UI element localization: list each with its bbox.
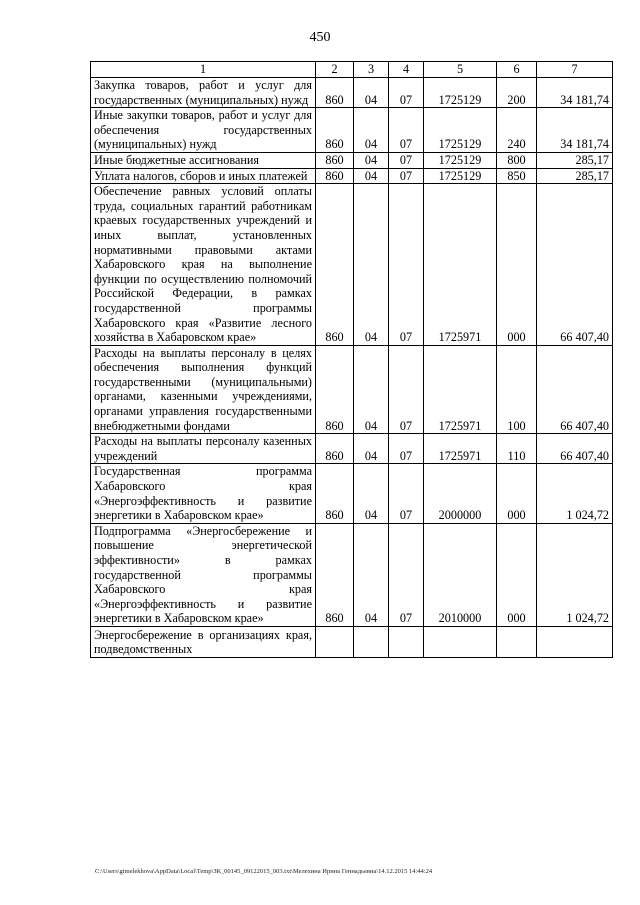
- row-value-cell: 1725129: [424, 108, 497, 153]
- row-name-cell: Обеспечение равных условий оплаты труда, социальных гарантий работникам краевых государственных учреждений и иных выплат, установленных нормативными правовыми актами Хабаровского края на выполнение функции по осуществлению полномочий Российской Федерации, в рамках государственной программы Хабаровского края «Развитие лесного хозяйства в Хабаровском крае»: [91, 184, 316, 346]
- row-value-cell: 07: [389, 78, 424, 108]
- row-value-cell: 860: [316, 168, 354, 184]
- row-value-cell: 1725129: [424, 168, 497, 184]
- row-value-cell: 07: [389, 434, 424, 464]
- table-row: [91, 626, 613, 657]
- row-value-cell: 66 407,40: [537, 184, 613, 346]
- row-name-cell: Иные бюджетные ассигнования: [91, 152, 316, 168]
- row-value-cell: 07: [389, 168, 424, 184]
- row-value-cell: 860: [316, 184, 354, 346]
- row-value-cell: 860: [316, 523, 354, 626]
- file-path-footer: C:\Users\gimelekhova\AppData\Local\Temp\ЗК_00145_09122015_003.txt\Мелехина Ирина Геннадьевна\14.12.2015 14:44:24: [95, 868, 433, 875]
- row-value-cell: 860: [316, 345, 354, 434]
- table-row: [91, 434, 613, 464]
- table-row: [91, 168, 613, 184]
- row-name-cell: Расходы на выплаты персоналу казенных учреждений: [91, 434, 316, 464]
- row-value-cell: [389, 626, 424, 657]
- row-value-cell: 860: [316, 108, 354, 153]
- row-value-cell: 04: [354, 168, 389, 184]
- row-value-cell: 000: [497, 523, 537, 626]
- row-name-cell: Расходы на выплаты персоналу в целях обеспечения выполнения функций государственными (муниципальными) органами, казенными учреждениями, органами управления государственными внебюджетными фондами: [91, 345, 316, 434]
- header-cell: 3: [354, 62, 389, 78]
- row-value-cell: 860: [316, 78, 354, 108]
- row-value-cell: 000: [497, 184, 537, 346]
- row-value-cell: 860: [316, 152, 354, 168]
- header-cell: 1: [91, 62, 316, 78]
- row-value-cell: 1725129: [424, 78, 497, 108]
- row-value-cell: 200: [497, 78, 537, 108]
- row-value-cell: 04: [354, 152, 389, 168]
- row-value-cell: 1725129: [424, 152, 497, 168]
- row-value-cell: 04: [354, 78, 389, 108]
- row-name-cell: Уплата налогов, сборов и иных платежей: [91, 168, 316, 184]
- header-cell: 6: [497, 62, 537, 78]
- row-value-cell: [316, 626, 354, 657]
- row-value-cell: 110: [497, 434, 537, 464]
- row-value-cell: 34 181,74: [537, 78, 613, 108]
- row-value-cell: 285,17: [537, 168, 613, 184]
- row-value-cell: 04: [354, 523, 389, 626]
- row-name-cell: Закупка товаров, работ и услуг для государственных (муниципальных) нужд: [91, 78, 316, 108]
- table-row: [91, 184, 613, 346]
- table-row: [91, 152, 613, 168]
- row-value-cell: 04: [354, 434, 389, 464]
- row-value-cell: [537, 626, 613, 657]
- row-value-cell: 07: [389, 345, 424, 434]
- row-value-cell: 34 181,74: [537, 108, 613, 153]
- row-value-cell: [497, 626, 537, 657]
- row-value-cell: 1 024,72: [537, 523, 613, 626]
- table-row: [91, 78, 613, 108]
- row-value-cell: 860: [316, 464, 354, 523]
- row-value-cell: 850: [497, 168, 537, 184]
- page-number: 450: [309, 30, 331, 45]
- row-name-cell: Подпрограмма «Энергосбережение и повышение энергетической эффективности» в рамках государственной программы Хабаровского края «Энергоэффективность и развитие энергетики в Хабаровском крае»: [91, 523, 316, 626]
- header-cell: 5: [424, 62, 497, 78]
- row-value-cell: 07: [389, 108, 424, 153]
- row-value-cell: 1 024,72: [537, 464, 613, 523]
- row-name-cell: Иные закупки товаров, работ и услуг для обеспечения государственных (муниципальных) нужд: [91, 108, 316, 153]
- row-value-cell: 07: [389, 152, 424, 168]
- row-value-cell: 07: [389, 184, 424, 346]
- row-value-cell: 04: [354, 345, 389, 434]
- row-value-cell: 1725971: [424, 434, 497, 464]
- row-value-cell: 04: [354, 464, 389, 523]
- table-row: [91, 345, 613, 434]
- header-cell: 2: [316, 62, 354, 78]
- row-value-cell: 66 407,40: [537, 345, 613, 434]
- table-row: [91, 108, 613, 153]
- header-cell: 4: [389, 62, 424, 78]
- row-value-cell: 2000000: [424, 464, 497, 523]
- row-value-cell: 66 407,40: [537, 434, 613, 464]
- row-value-cell: 000: [497, 464, 537, 523]
- row-name-cell: Энергосбережение в организациях края, подведомственных: [91, 626, 316, 657]
- row-name-cell: Государственная программа Хабаровского края «Энергоэффективность и развитие энергетики в Хабаровском крае»: [91, 464, 316, 523]
- row-value-cell: 2010000: [424, 523, 497, 626]
- row-value-cell: [354, 626, 389, 657]
- row-value-cell: 07: [389, 464, 424, 523]
- row-value-cell: 07: [389, 523, 424, 626]
- row-value-cell: 04: [354, 184, 389, 346]
- row-value-cell: 1725971: [424, 345, 497, 434]
- row-value-cell: 240: [497, 108, 537, 153]
- row-value-cell: 800: [497, 152, 537, 168]
- row-value-cell: 860: [316, 434, 354, 464]
- row-value-cell: [424, 626, 497, 657]
- budget-table: [90, 61, 613, 658]
- header-cell: 7: [537, 62, 613, 78]
- row-value-cell: 100: [497, 345, 537, 434]
- table-header-row: [91, 62, 613, 78]
- row-value-cell: 04: [354, 108, 389, 153]
- table-row: [91, 464, 613, 523]
- row-value-cell: 285,17: [537, 152, 613, 168]
- table-row: [91, 523, 613, 626]
- row-value-cell: 1725971: [424, 184, 497, 346]
